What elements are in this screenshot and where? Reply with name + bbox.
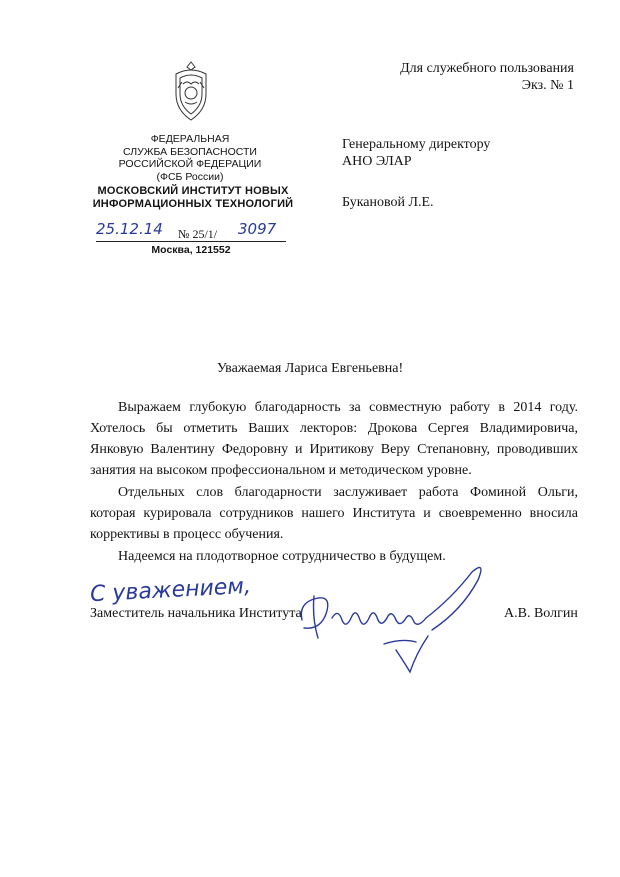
registration-date: 25.12.14: [96, 220, 163, 238]
body-paragraph: Надеемся на плодотворное сотрудничество в будущем.: [118, 549, 446, 564]
registration-number: 3097: [238, 220, 277, 238]
addressee-organization: АНО ЭЛАР: [342, 154, 412, 169]
addressee-position: Генеральному директору: [342, 137, 491, 152]
signatory-name: А.В. Волгин: [504, 606, 578, 621]
addressee-block: [342, 136, 490, 211]
letter-body: [90, 397, 578, 568]
salutation: Уважаемая Лариса Евгеньевна!: [216, 361, 404, 376]
org-line: (ФСБ России): [156, 170, 224, 183]
registration-line: [96, 220, 286, 242]
handwritten-signature-icon: [292, 558, 492, 680]
org-line: ФЕДЕРАЛЬНАЯ: [150, 133, 230, 145]
closing-handwritten: С уважением,: [89, 573, 252, 608]
registration-underline: [96, 241, 286, 242]
classification-line: Для служебного пользования: [400, 61, 574, 76]
body-paragraph: Выражаем глубокую благодарность за совместную работу в 2014 году. Хотелось бы отметить Ваших лекторов: Дрокова Сергея Владимировича, Янковую Валентину Федоровну и Иритикову Веру Степановну, проводивших занятия на высоком профессиональном и методическом уровне.: [90, 400, 578, 478]
signatory-title: Заместитель начальника Института: [90, 606, 302, 621]
registration-number-label: № 25/1/: [178, 227, 218, 241]
fsb-emblem-icon: [168, 60, 214, 124]
institute-line: МОСКОВСКИЙ ИНСТИТУТ НОВЫХ: [97, 185, 289, 197]
sender-institute: [88, 185, 298, 211]
addressee-name: Букановой Л.Е.: [342, 195, 434, 210]
sender-place: Москва, 121552: [151, 244, 231, 256]
copy-number: Экз. № 1: [521, 78, 574, 93]
org-line: СЛУЖБА БЕЗОПАСНОСТИ: [123, 145, 257, 158]
institute-line: ИНФОРМАЦИОННЫХ ТЕХНОЛОГИЙ: [92, 198, 294, 210]
org-line: РОССИЙСКОЙ ФЕДЕРАЦИИ: [118, 158, 262, 170]
body-paragraph: Отдельных слов благодарности заслуживает работа Фоминой Ольги, которая курировала сотрудников нашего Института и своевременно вносила коррективы в процесс обучения.: [90, 485, 578, 542]
sender-organization: [96, 133, 284, 183]
classification-block: [400, 60, 574, 94]
